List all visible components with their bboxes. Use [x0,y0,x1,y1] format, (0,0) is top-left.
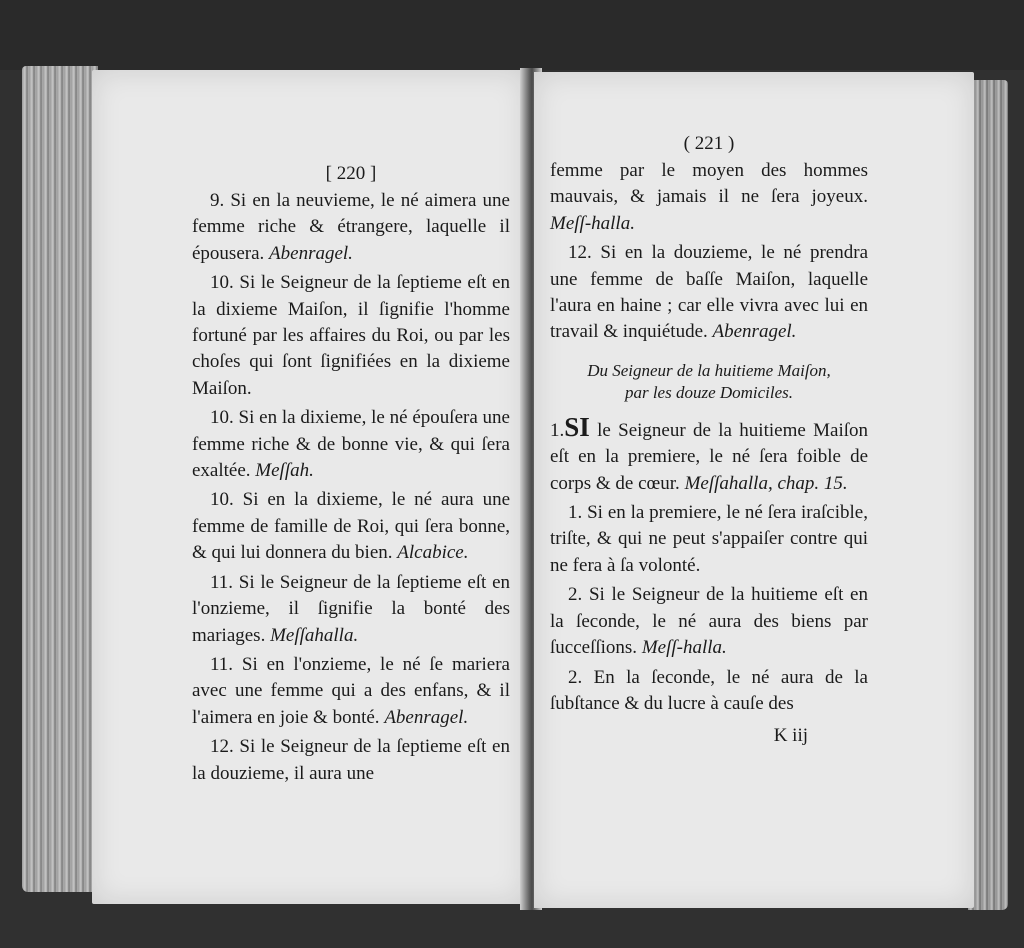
paragraph: 12. Si en la douzieme, le né prendra une femme de baſſe Maiſon, laquelle l'aura en haine ; car elle vivra avec lui en travail & inquiétude. Abenragel. [550,242,868,343]
section-heading: Du Seigneur de la huitieme Maiſon, par les douze Domiciles. [587,360,831,402]
paragraph: 12. Si le Seigneur de la ſeptieme eſt en la douzieme, il aura une [192,736,510,784]
page-number-right: ( 221 ) [683,133,735,154]
page-number-left: [ 220 ] [325,163,377,184]
source-citation: Meſſ-halla. [641,637,727,659]
paragraph: 1. Si en la premiere, le né ſera iraſcible, triſte, & qui ne peut s'appaiſer contre qui ne fera à ſa volonté. [550,502,868,576]
paragraph: 2. Si le Seigneur de la huitieme eſt en la ſeconde, le né aura des biens par ſucceſſions. Meſſ-halla. [550,584,868,659]
paragraph: 2. En la ſeconde, le né aura de la ſubſtance & du lucre à cauſe des [550,666,868,714]
source-citation: Meſſ-halla. [550,212,635,234]
source-citation: Meſſahalla, chap. 15. [684,472,848,494]
paragraph: 9. Si en la neuvieme, le né aimera une femme riche & étrangere, laquelle il épousera. Abenragel. [192,190,510,264]
paragraph: 10. Si en la dixieme, le né aura une femme de famille de Roi, qui ſera bonne, & qui lui donnera du bien. Alcabice. [192,489,510,564]
drop-cap: SI [564,411,590,442]
source-citation: Abenragel. [384,706,469,728]
source-citation: Abenragel. [712,321,797,343]
paragraph: 11. Si en l'onzieme, le né ſe mariera avec une femme qui a des enfans, & il l'aimera en joie & bonté. Abenragel. [192,653,510,728]
right-page [534,72,974,908]
paragraph: 10. Si le Seigneur de la ſeptieme eſt en la dixieme Maiſon, il ſignifie l'homme fortuné par les affaires du Roi, ou par les choſes qui ſont ſignifiées en la dixieme Maiſon. [192,272,510,399]
left-page [92,70,526,904]
left-page-edges [22,66,98,892]
source-citation: Meſſah. [255,460,314,482]
right-page-text [550,132,868,750]
paragraph: femme par le moyen des hommes mauvais, & jamais il ne ſera joyeux. Meſſ-halla. [550,160,868,234]
source-citation: Abenragel. [269,242,353,264]
left-page-text [192,162,510,790]
paragraph-first: 1.SI le Seigneur de la huitieme Maiſon eſt en la premiere, le né ſera foible de corps & de cœur. Meſſahalla, chap. 15. [550,411,868,494]
paragraph: 11. Si le Seigneur de la ſeptieme eſt en l'onzieme, il ſignifie la bonté des mariages. Meſſahalla. [192,571,510,646]
paragraph: 10. Si en la dixieme, le né épouſera une femme riche & de bonne vie, & qui ſera exaltée. Meſſah. [192,407,510,482]
source-citation: Meſſahalla. [270,624,359,646]
catchword-signature: K iij [773,725,808,747]
right-page-edges [968,80,1008,910]
source-citation: Alcabice. [397,542,469,564]
